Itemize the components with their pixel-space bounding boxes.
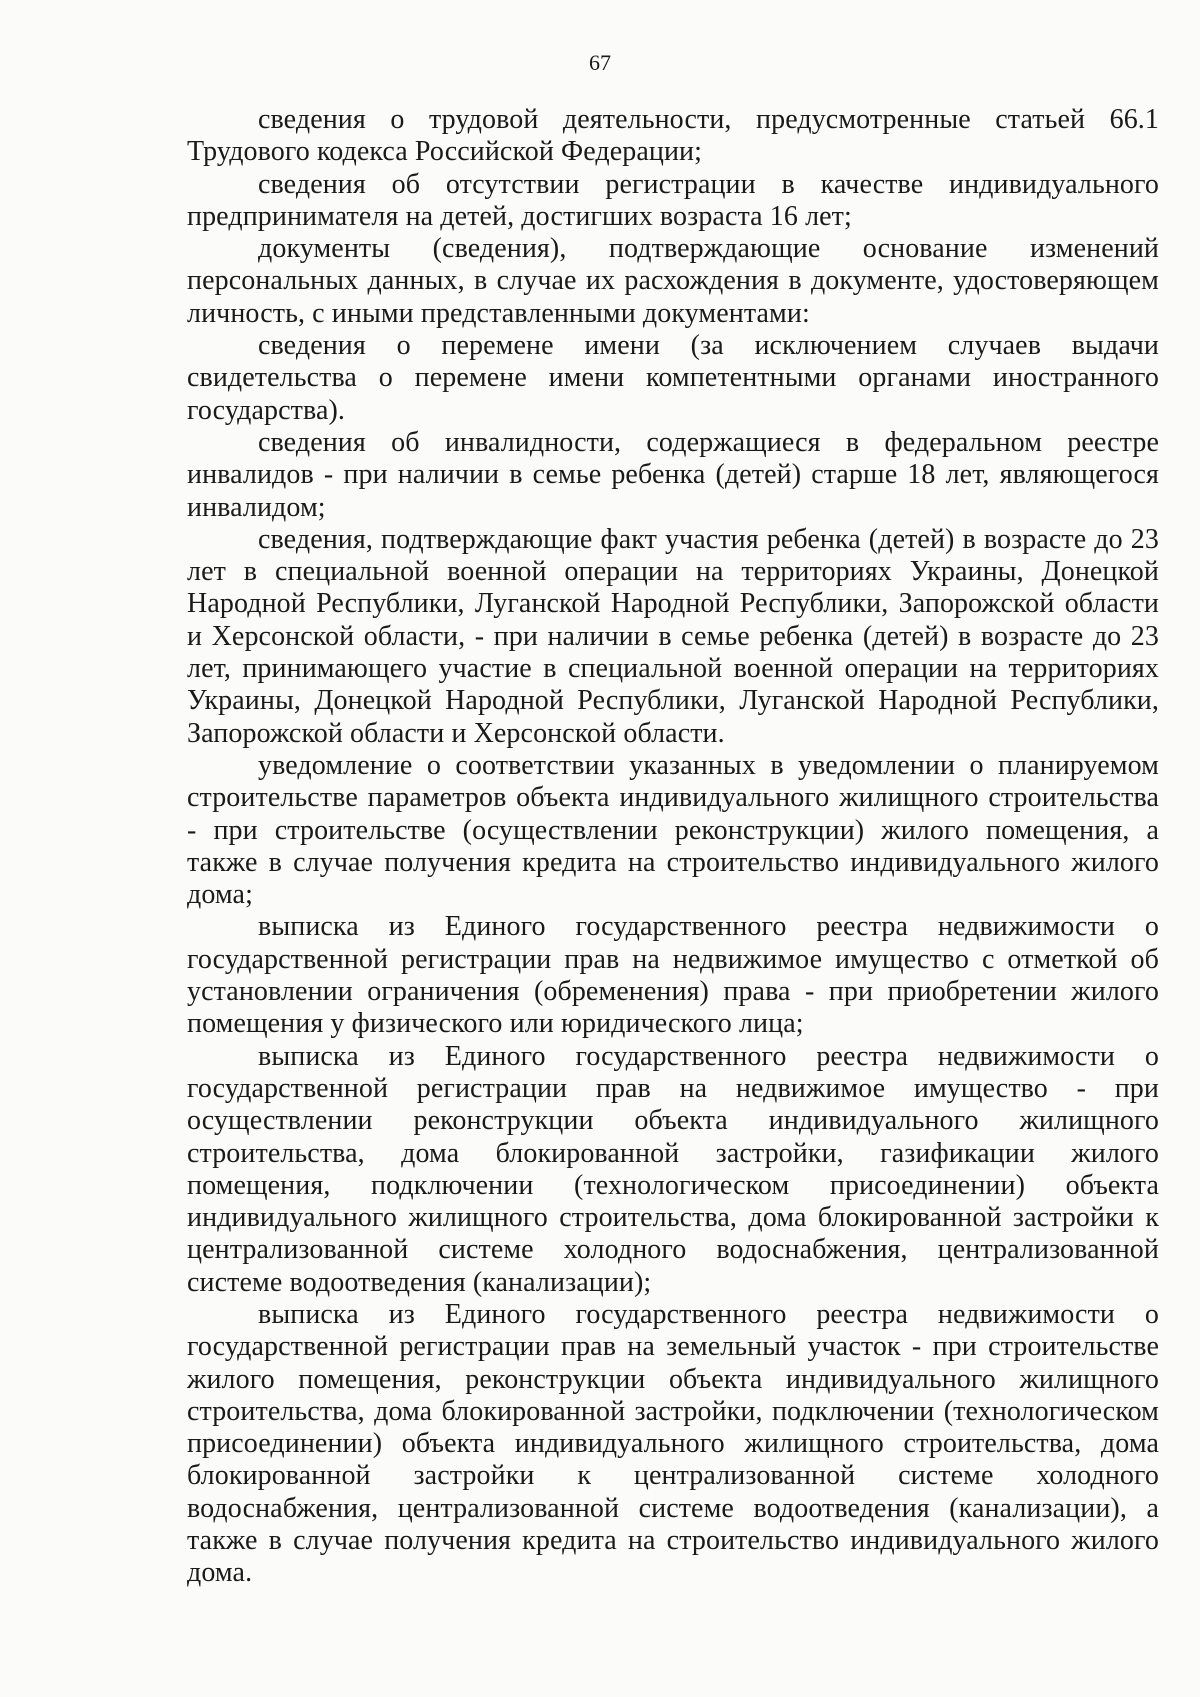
paragraph-registry-extract-land: выписка из Единого государственного реестра недвижимости о государственной регистрации прав на земельный участок - при строительстве жилого помещения, реконструкции объекта индивидуального жилищного строительства, дома блокированной застройки, подключении (технологическом присоединении) объекта индивидуального жилищного строительства, дома блокированной застройки к централизованной системе холодного водоснабжения, централизованной системе водоотведения (канализации), а также в случае получения кредита на строительство индивидуального жилого дома. [187,1298,1159,1589]
paragraph-labor-activity: сведения о трудовой деятельности, предусмотренные статьей 66.1 Трудового кодекса Российской Федерации; [187,104,1159,168]
paragraph-construction-notice: уведомление о соответствии указанных в уведомлении о планируемом строительстве параметров объекта индивидуального жилищного строительства - при строительстве (осуществлении реконструкции) жилого помещения, а также в случае получения кредита на строительство индивидуального жилого дома; [187,749,1159,911]
paragraph-name-change: сведения о перемене имени (за исключением случаев выдачи свидетельства о перемене имени компетентными органами иностранного государства). [187,330,1159,426]
paragraph-disability: сведения об инвалидности, содержащиеся в федеральном реестре инвалидов - при наличии в семье ребенка (детей) старше 18 лет, являющегося инвалидом; [187,426,1159,523]
paragraph-registry-extract-reconstruction: выписка из Единого государственного реестра недвижимости о государственной регистрации прав на недвижимое имущество - при осуществлении реконструкции объекта индивидуального жилищного строительства, дома блокированной застройки, газификации жилого помещения, подключении (технологическом присоединении) объекта индивидуального жилищного строительства, дома блокированной застройки к централизованной системе холодного водоснабжения, централизованной системе водоотведения (канализации); [187,1040,1159,1298]
paragraph-military-operation: сведения, подтверждающие факт участия ребенка (детей) в возрасте до 23 лет в специальной военной операции на территориях Украины, Донецкой Народной Республики, Луганской Народной Республики, Запорожской области и Херсонской области, - при наличии в семье ребенка (детей) в возрасте до 23 лет, принимающего участие в специальной военной операции на территориях Украины, Донецкой Народной Республики, Луганской Народной Республики, Запорожской области и Херсонской области. [187,523,1159,749]
paragraph-entrepreneur-registration: сведения об отсутствии регистрации в качестве индивидуального предпринимателя на детей, достигших возраста 16 лет; [187,168,1159,232]
page-number: 67 [589,50,611,75]
paragraph-personal-data-changes: документы (сведения), подтверждающие основание изменений персональных данных, в случае их расхождения в документе, удостоверяющем личность, с иными представленными документами: [187,233,1159,329]
paragraph-registry-extract-encumbrance: выписка из Единого государственного реестра недвижимости о государственной регистрации прав на недвижимое имущество с отметкой об установлении ограничения (обременения) права - при приобретении жилого помещения у физического или юридического лица; [187,911,1159,1040]
document-body [187,104,1159,1590]
